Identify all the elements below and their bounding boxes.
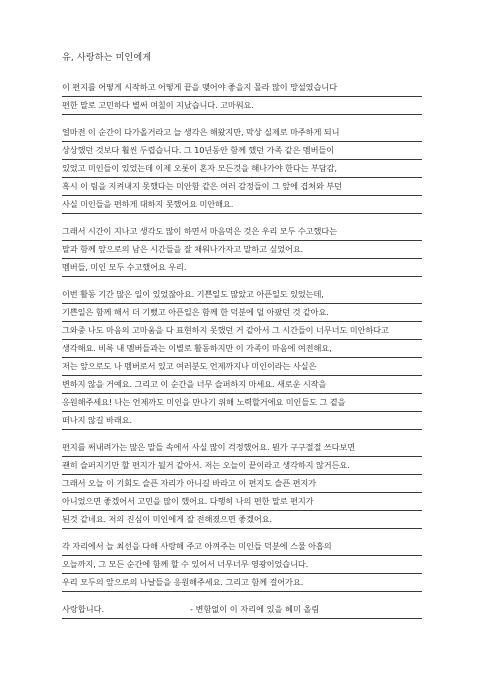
letter-line: 말과 함께 앞으로의 남은 시간들을 잘 채워나가자고 말하고 싶었어요. — [62, 242, 422, 260]
letter-line: 이번 활동 기간 많은 일이 있었잖아요. 기쁜일도 많았고 아픈일도 있었는데, — [62, 287, 422, 305]
letter-line: 생각해요. 비록 내 멤버들과는 이별로 활동하지만 이 가족이 마음에 여전해요, — [62, 341, 422, 359]
paragraph-2 — [62, 125, 422, 215]
letter-line: 우리 모두의 앞으로의 나날들을 응원해주세요. 그리고 함께 걸어가요. — [62, 575, 422, 593]
letter-line: 저는 앞으로도 나 멤버로서 있고 여러분도 언제까지나 미인이라는 사실은 — [62, 359, 422, 377]
letter-line: 된것 같네요. 저의 진심이 미인에게 잘 전해졌으면 좋겠어요. — [62, 512, 422, 530]
letter-line: 떠나지 않길 바래요. — [62, 413, 422, 431]
letter-line: 멤버들, 미인 모두 수고했어요 우리. — [62, 260, 422, 278]
signature: - 변함없이 이 자리에 있을 혜미 올림 — [190, 604, 320, 614]
letter-line: 오늘까지, 그 모든 순간에 함께 할 수 있어서 너무너무 영광이었습니다. — [62, 557, 422, 575]
handwritten-letter — [62, 50, 422, 620]
letter-line: 상상했던 것보다 훨씬 두렵습니다. 그 10년동안 함께 했던 가족 같은 멤버들이 — [62, 143, 422, 161]
letter-line: 있었고 미인들이 있었는데 이제 오롯이 혼자 모든것을 해나가야 한다는 부담감, — [62, 161, 422, 179]
letter-line: 각 자리에서 늘 최선을 다해 사랑해 주고 아껴주는 미인들 덕분에 스물 아홉의 — [62, 539, 422, 557]
letter-line: 그래서 오늘 이 기회도 슬픈 자리가 아니길 바라고 이 편지도 슬픈 편지가 — [62, 476, 422, 494]
letter-line: 편지를 써내려가는 많은 말들 속에서 사실 많이 걱정했어요. 뭔가 구구절절 쓰다보면 — [62, 440, 422, 458]
letter-line: 그와중 나도 마음의 고마움을 다 표현하지 못했던 거 같아서 그 시간들이 너무너도 미안하다고 — [62, 323, 422, 341]
paragraph-3 — [62, 224, 422, 278]
letter-line: 사실 미인들을 편하게 대하지 못했어요 미안해요. — [62, 197, 422, 215]
closing-line — [62, 602, 422, 620]
paragraph-6 — [62, 539, 422, 593]
paragraph-4 — [62, 287, 422, 431]
salutation: 유, 사랑하는 미인에게 — [62, 53, 152, 63]
paragraph-1 — [62, 80, 422, 116]
letter-line: 아니었으면 좋겠어서 고민을 많이 했어요. 다행히 나의 편한 말로 편지가 — [62, 494, 422, 512]
letter-line: 편한 말로 고민하다 별써 며칠이 지났습니다. 고마워요. — [62, 98, 422, 116]
letter-line: 얼마전 이 순간이 다가올거라고 늘 생각은 해왔지만, 막상 실제로 마주하게 되니 — [62, 125, 422, 143]
letter-line: 혹시 이 팀을 지켜내지 못했다는 미안함 같은 여러 감정들이 그 앞에 겹쳐와 부던 — [62, 179, 422, 197]
letter-line: 괜히 슬퍼지기만 할 편지가 될거 같아서. 저는 오늘이 끝이라고 생각하지 않거든요. — [62, 458, 422, 476]
letter-line: 그래서 시간이 지나고 생각도 많이 하면서 마음먹은 것은 우리 모두 수고했다는 — [62, 224, 422, 242]
closing: 사랑합니다. — [62, 604, 105, 614]
letter-line: 변하지 않을 거예요. 그리고 이 순간을 너무 슬퍼하지 마세요. 새로운 시작을 — [62, 377, 422, 395]
paragraph-5 — [62, 440, 422, 530]
letter-line: 응원해주세요! 나는 언제까도 미인을 만나기 위해 노력할거에요 미인들도 그 곁을 — [62, 395, 422, 413]
letter-line: 이 편지를 어떻게 시작하고 어떻게 끝을 맺어야 좋을지 몰라 많이 망설였습니다 — [62, 80, 422, 98]
letter-line: 기쁜일은 함께 해서 더 기뻤고 아픈일은 함께 한 덕분에 덜 아팠던 것 같아요. — [62, 305, 422, 323]
